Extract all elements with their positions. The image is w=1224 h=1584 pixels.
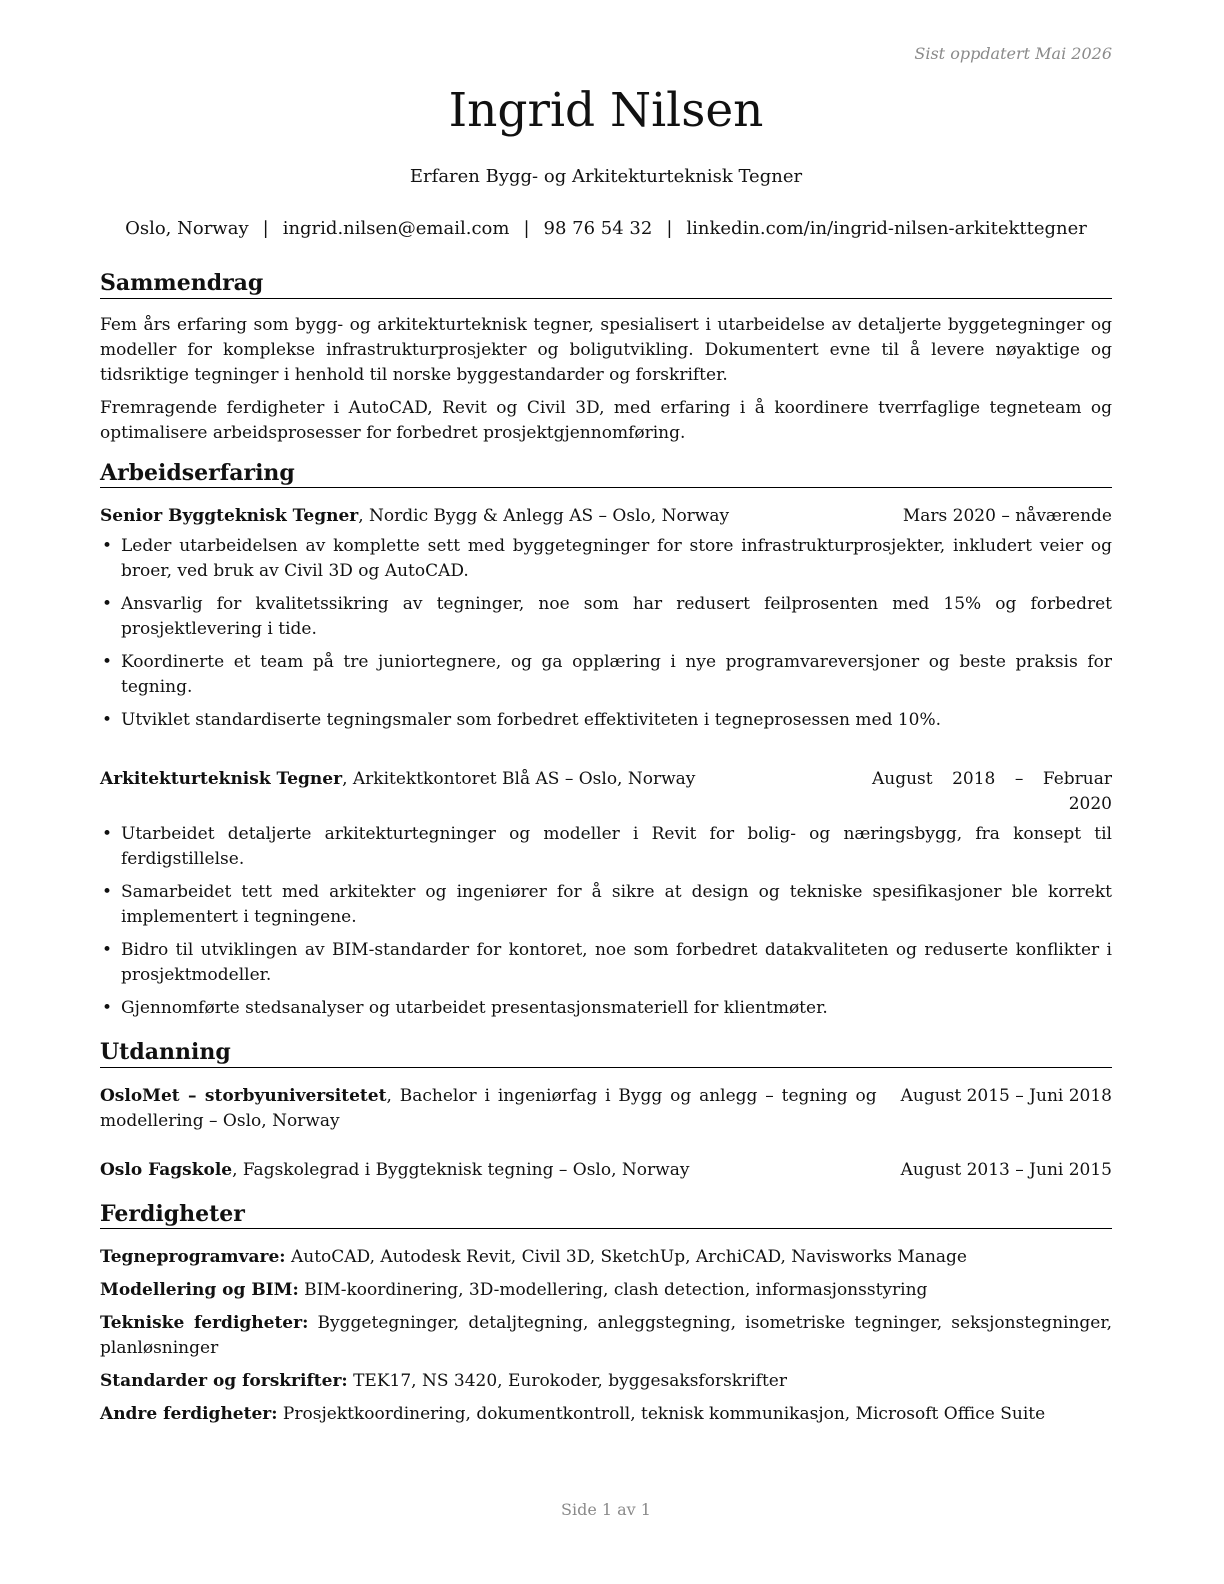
last-updated: Sist oppdatert Mai 2026 <box>914 44 1112 63</box>
skill-label: Standarder og forskrifter: <box>100 1371 348 1391</box>
education-school: OsloMet – storbyuniversitetet <box>100 1085 387 1106</box>
skill-line <box>100 1278 1112 1303</box>
contact-separator: | <box>262 218 269 239</box>
education-entry <box>100 1084 1112 1134</box>
education-school: Oslo Fagskole <box>100 1159 233 1180</box>
bullet-text: Samarbeidet tett med arkitekter og ingeniører for å sikre at design og tekniske spesifikasjoner ble korrekt implementert i tegningene. <box>121 882 1112 927</box>
headline: Erfaren Bygg- og Arkitekturteknisk Tegner <box>409 166 803 187</box>
list-item <box>100 534 1112 584</box>
contact-separator: | <box>523 218 530 239</box>
summary-paragraph: Fremragende ferdigheter i AutoCAD, Revit og Civil 3D, med erfaring i å koordinere tverrfaglige tegneteam og optimalisere arbeidsprosesser for forbedret prosjektgjennomføring. <box>100 397 1112 443</box>
skill-label: Andre ferdigheter: <box>100 1404 278 1424</box>
bullet-icon: • <box>102 536 113 556</box>
bullet-icon: • <box>102 824 113 844</box>
section-title-education: Utdanning <box>100 1039 1112 1068</box>
skill-label: Modellering og BIM: <box>100 1280 299 1300</box>
skill-value: TEK17, NS 3420, Eurokoder, byggesaksforskrifter <box>347 1371 787 1391</box>
skill-label: Tekniske ferdigheter: <box>100 1313 309 1333</box>
job-dates: Mars 2020 – nåværende <box>902 506 1112 526</box>
education-detail: , Bachelor i ingeniørfag i Bygg og anlegg – tegning og modellering – Oslo, Norway <box>100 1085 877 1131</box>
job-header <box>100 504 1112 529</box>
job-role: Senior Byggteknisk Tegner <box>100 506 359 526</box>
list-item <box>100 996 1112 1021</box>
bullet-icon: • <box>102 594 113 614</box>
list-item <box>100 880 1112 930</box>
job-entry <box>100 504 1112 733</box>
contact-separator: | <box>666 218 673 239</box>
bullet-text: Utviklet standardiserte tegningsmaler som forbedret effektiviteten i tegneprosessen med 10%. <box>121 710 942 730</box>
list-item <box>100 592 1112 642</box>
bullet-text: Utarbeidet detaljerte arkitekturtegninger og modeller i Revit for bolig- og næringsbygg, fra konsept til ferdigstillelse. <box>121 824 1112 869</box>
job-dates: August 2018 – Februar 2020 <box>872 769 1112 814</box>
resume-content <box>100 270 1112 1435</box>
bullet-icon: • <box>102 710 113 730</box>
education-text <box>100 1084 901 1134</box>
job-title-line <box>100 504 903 529</box>
education-dates: August 2013 – Juni 2015 <box>900 1159 1112 1180</box>
bullet-icon: • <box>102 652 113 672</box>
candidate-name: Ingrid Nilsen <box>448 83 764 138</box>
education-text <box>100 1158 901 1183</box>
skills-section <box>100 1201 1112 1428</box>
bullet-icon: • <box>102 998 113 1018</box>
section-title-summary: Sammendrag <box>100 270 1112 299</box>
bullet-icon: • <box>102 940 113 960</box>
education-detail: , Fagskolegrad i Byggteknisk tegning – Oslo, Norway <box>232 1159 690 1180</box>
skill-line <box>100 1245 1112 1270</box>
bullet-text: Gjennomførte stedsanalyser og utarbeidet presentasjonsmateriell for klientmøter. <box>121 998 828 1018</box>
bullet-text: Bidro til utviklingen av BIM-standarder for kontoret, noe som forbedret datakvaliteten og reduserte konflikter i prosjektmodeller. <box>121 940 1112 985</box>
contact-location: Oslo, Norway <box>125 218 249 239</box>
list-item <box>100 708 1112 733</box>
skill-value: AutoCAD, Autodesk Revit, Civil 3D, SketchUp, ArchiCAD, Navisworks Manage <box>285 1247 967 1267</box>
contact-linkedin[interactable]: linkedin.com/in/ingrid-nilsen-arkitekttegner <box>686 218 1087 239</box>
job-header <box>100 767 1112 817</box>
skill-value: Prosjektkoordinering, dokumentkontroll, teknisk kommunikasjon, Microsoft Office Suite <box>277 1404 1046 1424</box>
bullet-text: Leder utarbeidelsen av komplette sett med byggetegninger for store infrastrukturprosjekter, inkludert veier og broer, ved bruk av Civil 3D og AutoCAD. <box>121 536 1112 581</box>
summary-paragraph: Fem års erfaring som bygg- og arkitekturteknisk tegner, spesialisert i utarbeidelse av detaljerte byggetegninger og modeller for komplekse infrastrukturprosjekter og boligutvikling. Dokumentert evne til å levere nøyaktige og tidsriktige tegninger i henhold til norske byggestandarder og forskrifter. <box>100 314 1112 385</box>
skill-line <box>100 1369 1112 1394</box>
resume-page <box>100 0 1112 1584</box>
contact-email[interactable]: ingrid.nilsen@email.com <box>282 218 510 239</box>
skill-value: Byggetegninger, detaljtegning, anleggstegning, isometriske tegninger, seksjonstegninger, planløsninger <box>100 1313 1113 1358</box>
skill-value: BIM-koordinering, 3D-modellering, clash detection, informasjonsstyring <box>298 1280 928 1300</box>
list-item <box>100 822 1112 872</box>
job-role: Arkitekturteknisk Tegner <box>100 769 343 789</box>
contact-phone: 98 76 54 32 <box>543 218 653 239</box>
education-dates: August 2015 – Juni 2018 <box>900 1085 1112 1106</box>
skill-line <box>100 1402 1112 1427</box>
section-title-experience: Arbeidserfaring <box>100 460 1112 489</box>
job-bullets <box>100 534 1112 733</box>
job-bullets <box>100 822 1112 1021</box>
bullet-icon: • <box>102 882 113 902</box>
skill-line <box>100 1311 1112 1361</box>
bullet-text: Koordinerte et team på tre juniortegnere, og ga opplæring i nye programvareversjoner og beste praksis for tegning. <box>121 652 1112 697</box>
summary-section <box>100 270 1112 446</box>
experience-section <box>100 460 1112 1022</box>
education-entry <box>100 1158 1112 1183</box>
education-section <box>100 1039 1112 1183</box>
section-title-skills: Ferdigheter <box>100 1201 1112 1230</box>
page-number: Side 1 av 1 <box>561 1500 651 1519</box>
contact-line <box>100 218 1112 239</box>
job-title-line <box>100 767 872 817</box>
job-company: , Arkitektkontoret Blå AS – Oslo, Norway <box>342 769 696 789</box>
job-company: , Nordic Bygg & Anlegg AS – Oslo, Norway <box>358 506 730 526</box>
list-item <box>100 650 1112 700</box>
skill-label: Tegneprogramvare: <box>100 1247 286 1267</box>
job-entry <box>100 767 1112 1021</box>
list-item <box>100 938 1112 988</box>
bullet-text: Ansvarlig for kvalitetssikring av tegninger, noe som har redusert feilprosenten med 15% og forbedret prosjektlevering i tide. <box>121 594 1112 639</box>
